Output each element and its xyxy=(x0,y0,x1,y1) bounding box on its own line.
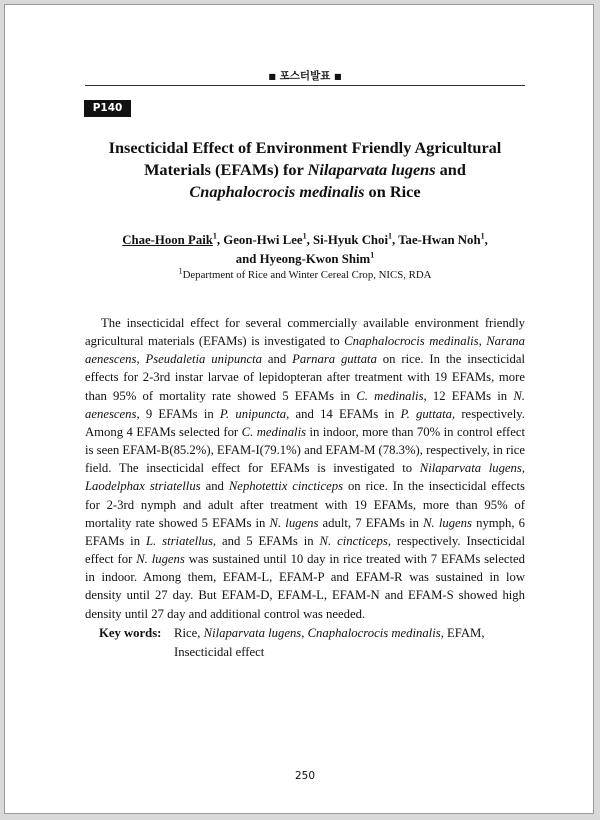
text-run: adult, 7 EFAMs in xyxy=(318,515,424,530)
title-species: Nilaparvata lugens xyxy=(307,160,436,179)
species-name: Pseudaletia unipuncta xyxy=(145,352,263,367)
text-run: Rice, xyxy=(174,626,204,640)
species-name: C. medinalis xyxy=(356,388,424,403)
text-run: , respectively. Insecticidal effect for xyxy=(85,533,525,567)
species-name: L. striatellus xyxy=(145,533,213,548)
author-affiliation-sup: 1 xyxy=(212,231,217,241)
author-name: Chae-Hoon Paik xyxy=(122,233,213,247)
keywords-label: Key words: xyxy=(99,626,162,640)
species-name: N. lugens xyxy=(269,515,319,530)
author-separator: , xyxy=(216,233,224,247)
affiliation xyxy=(85,268,525,282)
section-header xyxy=(85,68,525,82)
title-line xyxy=(85,159,525,181)
text-run: , EFAM, Insecticidal effect xyxy=(174,626,485,659)
species-name: Parnara guttata xyxy=(292,352,377,367)
species-name: N. lugens xyxy=(136,552,185,567)
text-run: , 9 EFAMs in xyxy=(136,406,220,421)
text-run: nymph, 6 EFAMs in xyxy=(85,515,525,548)
author-line xyxy=(85,231,525,250)
species-name: P. unipuncta xyxy=(219,406,287,421)
species-name: C. medinalis xyxy=(241,424,307,439)
paper-title xyxy=(85,137,525,203)
affiliation-sup: 1 xyxy=(178,266,183,276)
author-affiliation-sup: 1 xyxy=(388,231,393,241)
text-run: , xyxy=(301,626,308,640)
keywords xyxy=(85,624,525,661)
author-affiliation-sup: 1 xyxy=(370,250,375,260)
title-line: Insecticidal Effect of Environment Friendly Agricultural xyxy=(108,138,502,157)
affiliation-text: Department of Rice and Winter Cereal Crop, NICS, RDA xyxy=(182,269,432,281)
text-run: on rice. In the insecticidal effects for 2-3rd instar larvae of lepidopteran after treatment with 19 EFAMs, more than 95% of mortality rate showed 5 EFAMs in xyxy=(85,352,526,403)
species-name: Nilaparvata lugens xyxy=(203,626,302,640)
text-run: , and 5 EFAMs in xyxy=(212,533,320,548)
author-name: Hyeong-Kwon Shim xyxy=(259,252,371,266)
text-run: , respectively. Among 4 EFAMs selected for xyxy=(85,406,525,439)
species-name: Cnaphalocrocis medinalis xyxy=(307,626,441,640)
species-name: N. aenescens xyxy=(85,388,525,421)
title-text: Materials (EFAMs) for xyxy=(144,160,308,179)
title-text: on Rice xyxy=(364,182,421,201)
species-name: Narana aenescens xyxy=(85,334,525,367)
text-run: , 12 EFAMs in xyxy=(423,388,514,403)
title-species: Cnaphalocrocis medinalis xyxy=(189,182,365,201)
author-affiliation-sup: 1 xyxy=(480,231,485,241)
page-number: 250 xyxy=(294,770,316,782)
square-marker-icon: ■ xyxy=(268,72,276,81)
author-affiliation-sup: 1 xyxy=(302,231,307,241)
text-run: , and 14 EFAMs in xyxy=(286,406,401,421)
author-name: Si-Hyuk Choi xyxy=(312,233,389,247)
species-name: N. cincticeps xyxy=(319,533,388,548)
text-run: was sustained until 10 day in rice treated with 7 EFAMs selected in indoor. Among them, EFAM-L, EFAM-P and EFAM-R was sustained in low density until 27 day. But EFAM-D, EFAM-L, EFAM-N and EFAM-S showed high density until 27 day and additional control was needed. xyxy=(85,552,525,621)
title-line xyxy=(85,181,525,203)
author-line xyxy=(85,250,525,269)
abstract-body xyxy=(85,314,525,623)
text-run: , xyxy=(136,352,146,367)
title-text: and xyxy=(435,160,466,179)
author-separator: , xyxy=(484,233,488,247)
species-name: Cnaphalocrocis medinalis xyxy=(344,334,479,349)
species-name: Nilaparvata lugens xyxy=(419,461,522,476)
section-header-label: 포스터발표 xyxy=(279,70,331,82)
square-marker-icon: ■ xyxy=(334,72,342,81)
text-run: The insecticidal effect for several commercially available environment friendly agricultural materials (EFAMs) is investigated to xyxy=(85,316,525,349)
author-name: Tae-Hwan Noh xyxy=(398,233,481,247)
text-run: in indoor, more than 70% in control effect is seen EFAM-B(85.2%), EFAM-I(79.1%) and EFAM-M (78.3%), respectively, in rice field. The insecticidal effect for EFAMs is investigated to xyxy=(85,424,525,476)
text-run: and xyxy=(200,479,229,494)
text-run: , xyxy=(478,334,487,349)
species-name: Nephotettix cincticeps xyxy=(228,479,344,494)
text-run: on rice. In the insecticidal effects for 2-3rd nymph and adult after treatment with 19 EFAMs, more than 95% of mortality rate showed 5 EFAMs in xyxy=(85,479,525,530)
text-run: , xyxy=(521,461,525,476)
poster-id-badge: P140 xyxy=(84,100,131,117)
author-list xyxy=(85,231,525,269)
author-separator: , xyxy=(392,233,399,247)
author-conjunction: and xyxy=(235,252,260,266)
species-name: P. guttata xyxy=(400,406,452,421)
keywords-text xyxy=(174,624,525,661)
header-rule xyxy=(85,85,525,86)
text-run: and xyxy=(262,352,293,367)
paper-page xyxy=(4,4,594,814)
species-name: Laodelphax striatellus xyxy=(85,479,201,494)
author-name: Geon-Hwi Lee xyxy=(223,233,303,247)
author-separator: , xyxy=(306,233,313,247)
species-name: N. lugens xyxy=(423,515,472,530)
